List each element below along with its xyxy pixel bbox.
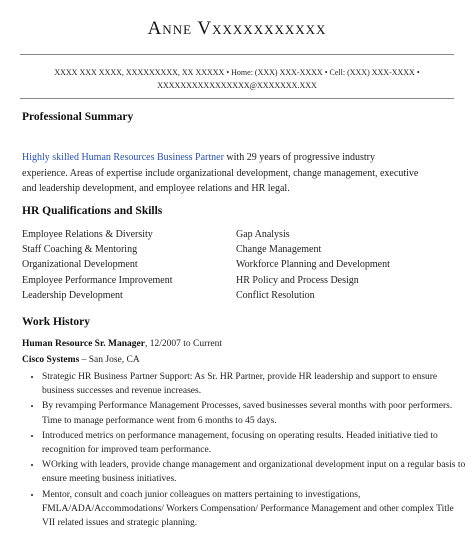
bullet-separator-icon: •	[416, 68, 420, 77]
skill-item: Staff Coaching & Mentoring	[22, 244, 138, 256]
skill-item: Employee Relations & Diversity	[22, 229, 153, 240]
contact-address: XXXX XXX XXXX, XXXXXXXXX, XX XXXXX	[54, 68, 225, 77]
list-item: • Strategic HR Business Partner Support: As Sr. HR Partner, provide HR leadership and support to ensure business successes and revenue increases.	[42, 370, 467, 398]
work-history-heading: Work History	[22, 316, 91, 328]
header-rule-top	[20, 54, 454, 55]
skills-column-right	[236, 227, 390, 303]
bullet-separator-icon: •	[226, 68, 232, 77]
contact-home-phone: Home: (XXX) XXX-XXXX	[231, 68, 323, 77]
skill-item: Gap Analysis	[236, 229, 290, 240]
skill-item: Change Management	[236, 244, 322, 256]
summary-highlight: Highly skilled Human Resources Business Partner	[22, 152, 224, 163]
company-location: – San Jose, CA	[79, 355, 140, 365]
header-rule-bottom	[20, 98, 454, 99]
contact-line-2	[30, 80, 444, 92]
summary-heading: Professional Summary	[22, 111, 134, 123]
contact-cell-phone: Cell: (XXX) XXX-XXXX	[329, 68, 415, 77]
skill-item: Employee Performance Improvement	[22, 274, 173, 286]
skills-column-left	[22, 227, 173, 303]
list-item: • Mentor, consult and coach junior colleagues on matters pertaining to investigations, FMLA/ADA/Accommodations/ Workers Compensation/ Performance Management and other complex Title VII related issues and strategic planning.	[42, 488, 467, 531]
candidate-name-text: Anne Vxxxxxxxxxxx	[147, 18, 327, 39]
list-item: • By revamping Performance Management Processes, saved businesses several months with poor performers. Time to manage performance went from 6 months to 45 days.	[42, 399, 467, 427]
skills-heading: HR Qualifications and Skills	[22, 205, 163, 217]
skill-item: HR Policy and Process Design	[236, 274, 359, 286]
summary-text: with 29 years of progressive industry experience. Areas of expertise include organizational development, change management, executive and leadership development, and employee relations and HR legal.	[22, 152, 419, 194]
job-title: Human Resource Sr. Manager	[22, 339, 145, 349]
job-title-line	[22, 339, 222, 349]
list-item: • WOrking with leaders, provide change management and organizational development input on a regular basis to ensure meeting business initiatives.	[42, 458, 467, 486]
candidate-name	[0, 18, 474, 40]
skill-item: Conflict Resolution	[236, 289, 315, 301]
skill-item: Organizational Development	[22, 259, 138, 271]
job-dates: , 12/2007 to Current	[144, 339, 223, 349]
job-duties-list	[22, 370, 467, 531]
company-name: Cisco Systems	[22, 355, 80, 365]
bullet-separator-icon: •	[324, 68, 330, 77]
skill-item: Leadership Development	[22, 289, 123, 301]
skill-item: Workforce Planning and Development	[236, 259, 390, 271]
job-company-line	[22, 355, 140, 365]
list-item: • Introduced metrics on performance management, focusing on operating results. Headed initiative tied to recognition for improved team performance.	[42, 429, 467, 457]
summary-paragraph	[22, 150, 422, 197]
contact-line-1	[30, 67, 444, 79]
contact-email: XXXXXXXXXXXXXXXX@XXXXXXX.XXX	[157, 81, 317, 90]
